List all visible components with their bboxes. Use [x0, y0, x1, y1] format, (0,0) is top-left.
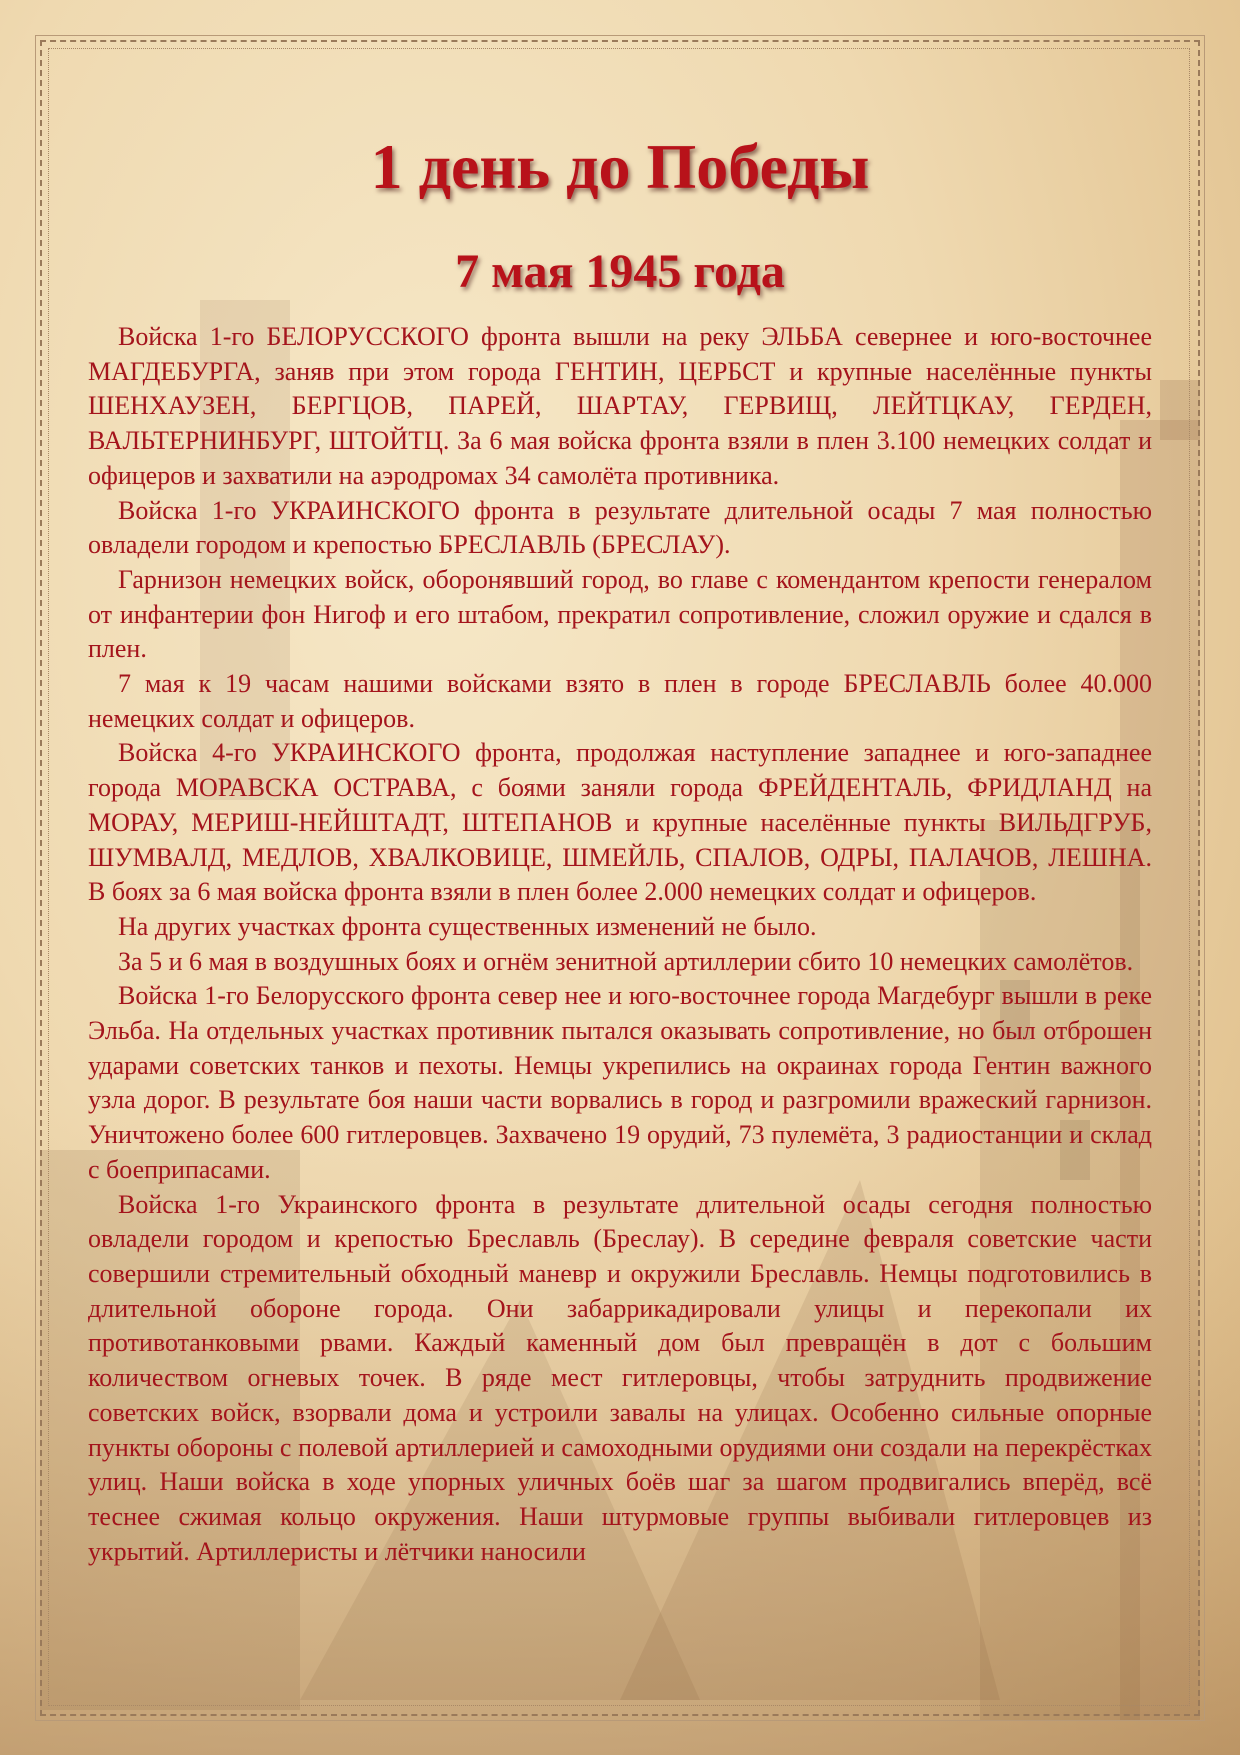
paragraph: Войска 4-го УКРАИНСКОГО фронта, продолжая наступление западнее и юго-западнее города МОРАВСКА ОСТРАВА, с боями заняли города ФРЕЙДЕНТАЛЬ, ФРИДЛАНД на МОРАУ, МЕРИШ-НЕЙШТАДТ, ШТЕПАНОВ и крупные населённые пункты ВИЛЬДГРУБ, ШУМВАЛД, МЕДЛОВ, ХВАЛКОВИЦЕ, ШМЕЙЛЬ, СПАЛОВ, ОДРЫ, ПАЛАЧОВ, ЛЕШНА. В боях за 6 мая войска фронта взяли в плен более 2.000 немецких солдат и офицеров.	[88, 738, 1152, 907]
paragraph: Войска 1-го Украинского фронта в результате длительной осады сегодня полностью овладели городом и крепостью Бреславль (Бреслау). В середине февраля советские части совершили стремительный обходный маневр и окружили Бреславль. Немцы подготовились в длительной обороне города. Они забаррикадировали улицы и перекопали их противотанковыми рвами. Каждый каменный дом был превращён в дот с большим количеством огневых точек. В ряде мест гитлеровцы, чтобы затруднить продвижение советских войск, взорвали дома и устроили завалы на улицах. Особенно сильные опорные пункты обороны с полевой артиллерией и самоходными орудиями они создали на перекрёстках улиц. Наши войска в ходе упорных уличных боёв шаг за шагом продвигались вперёд, всё теснее сжимая кольцо окружения. Наши штурмовые группы выбивали гитлеровцев из укрытий. Артиллеристы и лётчики наносили	[88, 1189, 1152, 1566]
page-title: 1 день до Победы	[370, 131, 870, 202]
page-subtitle: 7 мая 1945 года	[455, 245, 785, 298]
paragraph: Гарнизон немецких войск, оборонявший город, во главе с комендантом крепости генералом от инфантерии фон Нигоф и его штабом, прекратил сопротивление, сложил оружие и сдался в плен.	[88, 564, 1152, 664]
paragraph: Войска 1-го БЕЛОРУССКОГО фронта вышли на реку ЭЛЬБА севернее и юго-восточнее МАГДЕБУРГА, заняв при этом города ГЕНТИН, ЦЕРБСТ и крупные населённые пункты ШЕНХАУЗЕН, БЕРГЦОВ, ПАРЕЙ, ШАРТАУ, ГЕРВИЩ, ЛЕЙТЦКАУ, ГЕРДЕН, ВАЛЬТЕРНИНБУРГ, ШТОЙТЦ. За 6 мая войска фронта взяли в плен 3.100 немецких солдат и офицеров и захватили на аэродромах 34 самолёта противника.	[88, 322, 1152, 490]
paragraph: Войска 1-го УКРАИНСКОГО фронта в результате длительной осады 7 мая полностью овладели городом и крепостью БРЕСЛАВЛЬ (БРЕСЛАУ).	[88, 495, 1152, 560]
paragraph: Войска 1-го Белорусского фронта север нее и юго-восточнее города Магдебург вышли в реке Эльба. На отдельных участках противник пытался оказывать сопротивление, но был отброшен ударами советских танков и пехоты. Немцы укрепились на окраинах города Гентин важного узла дорог. В результате боя наши части ворвались в город и разгромили вражеский гарнизон. Уничтожено более 600 гитлеровцев. Захвачено 19 орудий, 73 пулемёта, 3 радиостанции и склад с боеприпасами.	[88, 981, 1152, 1184]
paragraph: За 5 и 6 мая в воздушных боях и огнём зенитной артиллерии сбито 10 немецких самолётов.	[118, 946, 1134, 976]
paragraph: На других участках фронта существенных изменений не было.	[118, 911, 817, 941]
article-body	[88, 320, 1152, 1700]
paragraph: 7 мая к 19 часам нашими войсками взято в плен в городе БРЕСЛАВЛЬ более 40.000 немецких солдат и офицеров.	[88, 669, 1152, 733]
